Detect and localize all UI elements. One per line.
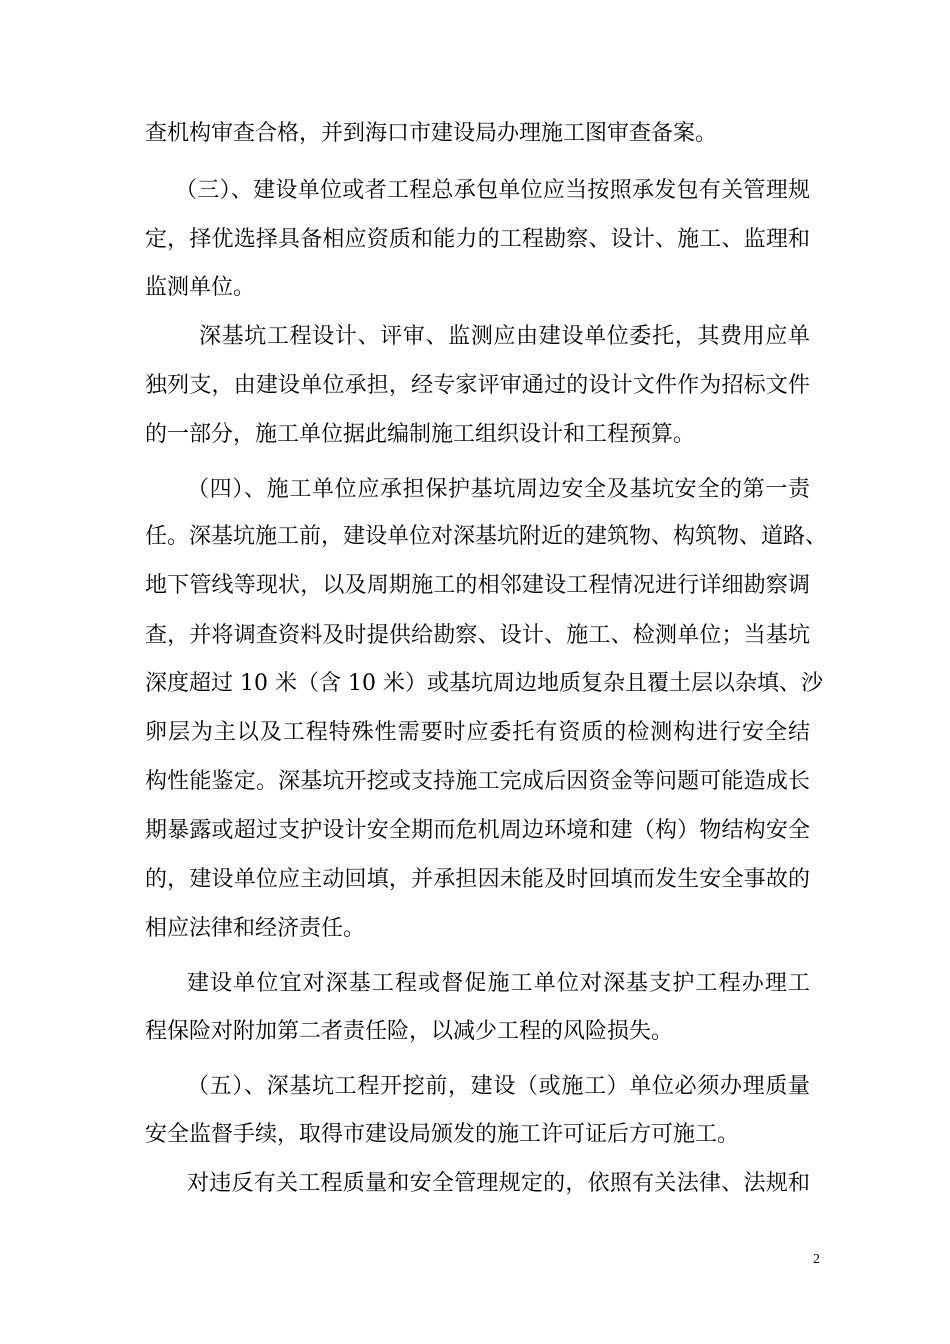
text-line: 期暴露或超过支护设计安全期而危机周边环境和建（构）物结构安全 [145, 818, 810, 843]
text-line: 的一部分，施工单位据此编制施工组织设计和工程预算。 [145, 422, 696, 447]
text-line: 卵层为主以及工程特殊性需要时应委托有资质的检测构进行安全结 [145, 720, 810, 745]
text-line: （五）、深基坑工程开挖前，建设（或施工）单位必须办理质量 [187, 1074, 810, 1099]
text-line: 对违反有关工程质量和安全管理规定的，依照有关法律、法规和 [187, 1171, 810, 1196]
text-line: 程保险对附加第二者责任险，以减少工程的风险损失。 [145, 1019, 674, 1044]
text-line: 查机构审查合格，并到海口市建设局办理施工图审查备案。 [145, 121, 718, 146]
text-line: 相应法律和经济责任。 [145, 916, 366, 941]
text-line: 定，择优选择具备相应资质和能力的工程勘察、设计、施工、监理和 [145, 227, 810, 252]
text-line: 监测单位。 [145, 275, 256, 300]
text-line: 任。深基坑施工前，建设单位对深基坑附近的建筑物、构筑物、道路、 [145, 524, 828, 549]
text-line: 独列支，由建设单位承担，经专家评审通过的设计文件作为招标文件 [145, 373, 810, 398]
text-line: 深度超过 10 米（含 10 米）或基坑周边地质复杂且覆土层以杂填、沙 [145, 671, 823, 696]
text-line: 构性能鉴定。深基坑开挖或支持施工完成后因资金等问题可能造成长 [145, 769, 810, 794]
text-line: （四）、施工单位应承担保护基坑周边安全及基坑安全的第一责 [187, 477, 810, 502]
page-number: 2 [813, 1252, 820, 1267]
text-line: 建设单位宜对深基工程或督促施工单位对深基支护工程办理工 [187, 971, 810, 996]
text-line: 安全监督手续，取得市建设局颁发的施工许可证后方可施工。 [145, 1122, 740, 1147]
text-line: 的，建设单位应主动回填，并承担因未能及时回填而发生安全事故的 [145, 867, 810, 892]
text-line: （三）、建设单位或者工程总承包单位应当按照承发包有关管理规 [175, 178, 810, 203]
text-line: 地下管线等现状，以及周期施工的相邻建设工程情况进行详细勘察调 [145, 573, 810, 598]
text-line: 查，并将调查资料及时提供给勘察、设计、施工、检测单位；当基坑 [145, 623, 810, 648]
text-line: 深基坑工程设计、评审、监测应由建设单位委托，其费用应单 [199, 324, 810, 349]
